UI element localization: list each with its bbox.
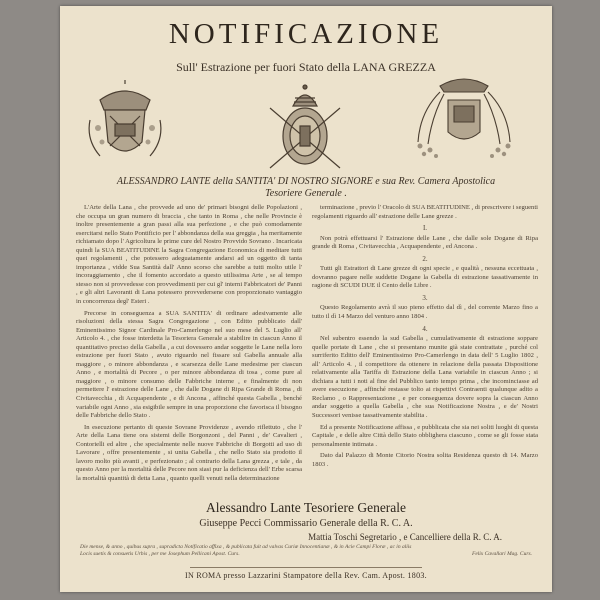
registration-line-2: Locis suetis & consuetis Urbis , per me Josephum Pellicani Apost. Curs. bbox=[80, 551, 240, 557]
paragraph: L'Arte della Lana , che provvede ad uno de' primari bisogni delle Popolazioni , che occupa un gran numero di braccia , che tanto in Roma , che nelle Provincie è inoltre presentemente a gran passi alla sua perfezione , e che può comodamente esercitarsi nello Stato Pontificio per l' abbondanza della sua greggia , ha meritamente richiamato dopo l' Agricoltura le prime cure del Nostro Provvido Sovrano . Incaricata quindi la SUA BEATITUDINE la Sagra Congregazione Economica di meditare tutti quei regolamenti , che potessero adeguatamente andarsi ad un oggetto di tanta importanza , vidde Sua Santità dall' Anno scorso che sarebbe a tutti molto utile l' incoraggiamento , che il fomento accordato a questo utilissima Arte , se al tempo stesso non si provvedesse con provvedimenti per cui gl' interni Fabbricatori de' Panni , e gli altri Lavoranti di Lana potessero provvedersene con proporzionato vantaggio in concorrenza degl' Esteri . bbox=[76, 204, 302, 306]
article-number: 3. bbox=[422, 293, 428, 302]
papal-tiara-crest-icon bbox=[260, 84, 350, 172]
paragraph: Questo Regolamento avrà il suo pieno effetto dal dì , del corrente Marzo fino a tutto il dì 14 Marzo del venturo anno 1804 . bbox=[312, 304, 538, 321]
document-subtitle: Sull' Estrazione per fuori Stato della LANA GREZZA bbox=[176, 60, 436, 74]
divider bbox=[190, 567, 422, 568]
signature-secretary: Mattia Toschi Segretario , e Cancelliere della R. C. A. bbox=[308, 532, 502, 542]
document-title: NOTIFICAZIONE bbox=[168, 18, 444, 50]
registration-note bbox=[80, 544, 532, 558]
issuer-heading bbox=[80, 176, 532, 200]
registration-line-1: Die mense, & anno , quibus supra , supradicta Notificatio affixa , & publicata fuit ad valvas Curiæ Innocentianæ , & in Acie Campi Floræ , ac in aliis bbox=[80, 544, 412, 550]
paragraph: Nel subentro essendo la sud Gabella , cumulativamente di estrazione soppare quelle portate di Lane , che si presentano munite già state contrattate , purché col surriferito Editto dell' Eminentissimo Pro-Camerlengo in data dell' 5 Luglio 1802 , all' Articolo 4. , il competitore da ottenere in relazione della passata Dispositione relativamente alla Tariffa di Estrazione della Lana variabile in ciascun Anno ; si dichiara a tutti i noti al fine del Pubblico tanto tempo prima , che incominciasse ad avere esecuzione , affinché restasse tolto ai rispettivi Contraenti qualunque adito a Reclamo , o Rappresentazione , e per conseguenza dovere sopra la ciascun Anno andar soggetto a quella Gabella , che sua Notificazione Nostra , e de' Nostri Successori venisse tassativamente stabilita . bbox=[312, 335, 538, 420]
papal-keys-crest-icon bbox=[80, 80, 170, 168]
paragraph: Ed a presente Notificazione affissa , e pubblicata che sia nei soliti luoghi di questa Capitale , e delle altre Città dello Stato obblighera ciascuno , come se gli fosse stata personalmente intimata . bbox=[312, 423, 538, 448]
printer-imprint: IN ROMA presso Lazzarini Stampatore della Rev. Cam. Apost. 1803. bbox=[185, 571, 427, 580]
paragraph: Precorse in conseguenza a SUA SANTITA' di ordinare adesivamente alle risoluzioni della stessa Sagra Congregazione , con Editto pubblicato dall' Eminentissimo Signor Cardinale Pro-Camerlengo nel suo mese del 5. Luglio all' Articolo 4. , che fosse interdetta la Tesoriera Generale a stabilire in ciascun Anno il quantitativo preciso della Gabella , a cui dovessero andar soggette le Lane nella loro estrazione per fuori Stato , avuto riguardo nel fissare sul Gabella annuale alla maggiore , o minore abbondanza , e scarsezza delle Lane medesime per ciascun Anno , e mortalità di Pecore , o per minore abbondanza di tosa , come pure al maggiore , o minore consumo delle Fabbriche interne , e finalmente di non permettere l' estrazione delle Lane , che dalle Dogane di Ripa Grande di Roma , di Civitavecchia , di Acquapendente , e di Ancona , affinché questa Gabella , benché variabile ogni Anno , sia esigibile sempre in una proporzione che favorisca il bisogno delle Fabbriche dello Stato . bbox=[76, 309, 302, 420]
proclamation-sheet bbox=[60, 6, 552, 592]
cardinal-hat-crest-icon bbox=[410, 72, 518, 160]
article-number: 2. bbox=[422, 254, 428, 263]
registration-cursor: Felix Cavallari Mag. Curs. bbox=[471, 551, 532, 557]
signature-commissioner: Giuseppe Pecci Commissario Generale della R. C. A. bbox=[199, 518, 413, 529]
issuer-line-1: ALESSANDRO LANTE della SANTITA' DI NOSTRO SIGNORE e sua Rev. Camera Apostolica bbox=[116, 176, 496, 187]
article-number: I. bbox=[422, 224, 428, 233]
paragraph: Tutti gli Estrattori di Lane grezze di ogni specie , e qualità , nessuna eccettuata , dovranno pagare nelle suddette Dogane la Gabella di estrazione tassativamente in ragione di SCUDI DUE il Cento delle Libre . bbox=[312, 265, 538, 290]
article-number: 4. bbox=[422, 324, 428, 333]
paragraph: terminazione , previo l' Oracolo di SUA BEATITUDINE , di prescrivere i seguenti regolamenti riguardo all' estrazione delle Lane grezze . bbox=[312, 204, 538, 220]
issuer-line-2: Tesoriere Generale . bbox=[265, 188, 347, 199]
signature-treasurer: Alessandro Lante Tesoriere Generale bbox=[205, 500, 407, 515]
body-column-right bbox=[312, 204, 538, 472]
body-column-left bbox=[76, 204, 302, 487]
paragraph: In esecuzione pertanto di queste Sovrane Providenze , avendo riflettuto , che l' Arte della Lana tiene ora sistemi delle Borgonzoni , del Panni , de' Cavalieri , Contorielli ed altre , che specialmente nelle nuove Fabbriche di Borgotti ad uso di Lavorare , offre presentemente , si unita Gabella , che nello Stato sia prodotto il lavoro molto più avanti , e perfezionato ; al contrario della Lana grezza , e tale , da questo Anno per la mortalità delle Pecore non siasi pur la deficienza dell' Erbe scarsa la mortalità quantità di detta Lana , quanto quelli venuti nella determinazione bbox=[76, 423, 302, 482]
paragraph: Dato dal Palazzo di Monte Citorio Nostra solita Residenza questo di 14. Marzo 1803 . bbox=[312, 452, 538, 468]
paragraph: Non potrà effettuarsi l' Estrazione delle Lane , che dalle sole Dogane di Ripa grande di Roma , Civitavecchia , Acquapendente , ed Ancona . bbox=[312, 234, 538, 251]
